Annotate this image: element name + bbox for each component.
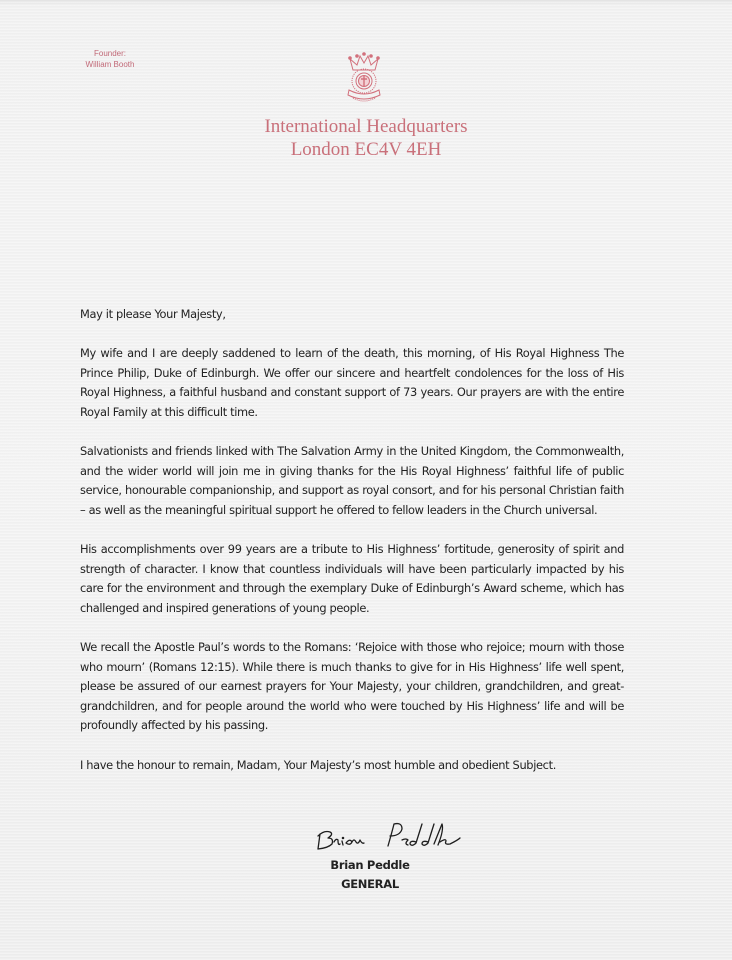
founder-label: Founder: (93, 49, 127, 58)
paragraph-accomplishments: His accomplishments over 99 years are a tribute to His Highness’ fortitude, generosity of spirit and strength of character. I know that countless individuals will have been particularly impacted by his care for the environment and through the exemplary Duke of Edinburgh’s Award scheme, which has challenged and inspired generations of young people. (80, 542, 624, 615)
salvation-army-crest-icon (336, 50, 392, 106)
paragraph-thanks: Salvationists and friends linked with The Salvation Army in the United Kingdom, the Commonwealth, and the wider world will join me in giving thanks for the His Royal Highness’ faithful life of public service, honourable companionship, and support as royal consort, and for his personal Christian faith – as well as the meaningful spiritual support he offered to fellow leaders in the Church universal. (80, 444, 624, 517)
signer-name: Brian Peddle (330, 858, 410, 872)
paragraph-prayers: We recall the Apostle Paul’s words to the Romans: ‘Rejoice with those who rejoice; mourn with those who mourn’ (Romans 12:15). While there is much thanks to give for in His Highness’ life well spent, please be assured of our earnest prayers for Your Majesty, your children, grandchildren, and great-grandchildren, and for people around the world who were touched by His Highness’ life and will be profoundly affected by his passing. (80, 640, 624, 733)
signer-block (0, 856, 732, 894)
letter-body (80, 305, 624, 795)
closing-line: I have the honour to remain, Madam, Your Majesty’s most humble and obedient Subject. (80, 757, 556, 772)
signer-title: GENERAL (341, 877, 399, 891)
handwritten-signature (312, 816, 472, 856)
founder-block (76, 48, 144, 70)
hq-line-1: International Headquarters (264, 116, 468, 137)
headquarters-address (0, 115, 732, 161)
hq-line-2: London EC4V 4EH (290, 139, 442, 160)
founder-name: William Booth (85, 60, 135, 69)
paragraph-condolences: My wife and I are deeply saddened to learn of the death, this morning, of His Royal Highness The Prince Philip, Duke of Edinburgh. We offer our sincere and heartfelt condolences for the loss of His Royal Highness, a faithful husband and constant support of 73 years. Our prayers are with the entire Royal Family at this difficult time. (80, 346, 624, 419)
salutation: May it please Your Majesty, (80, 307, 226, 321)
